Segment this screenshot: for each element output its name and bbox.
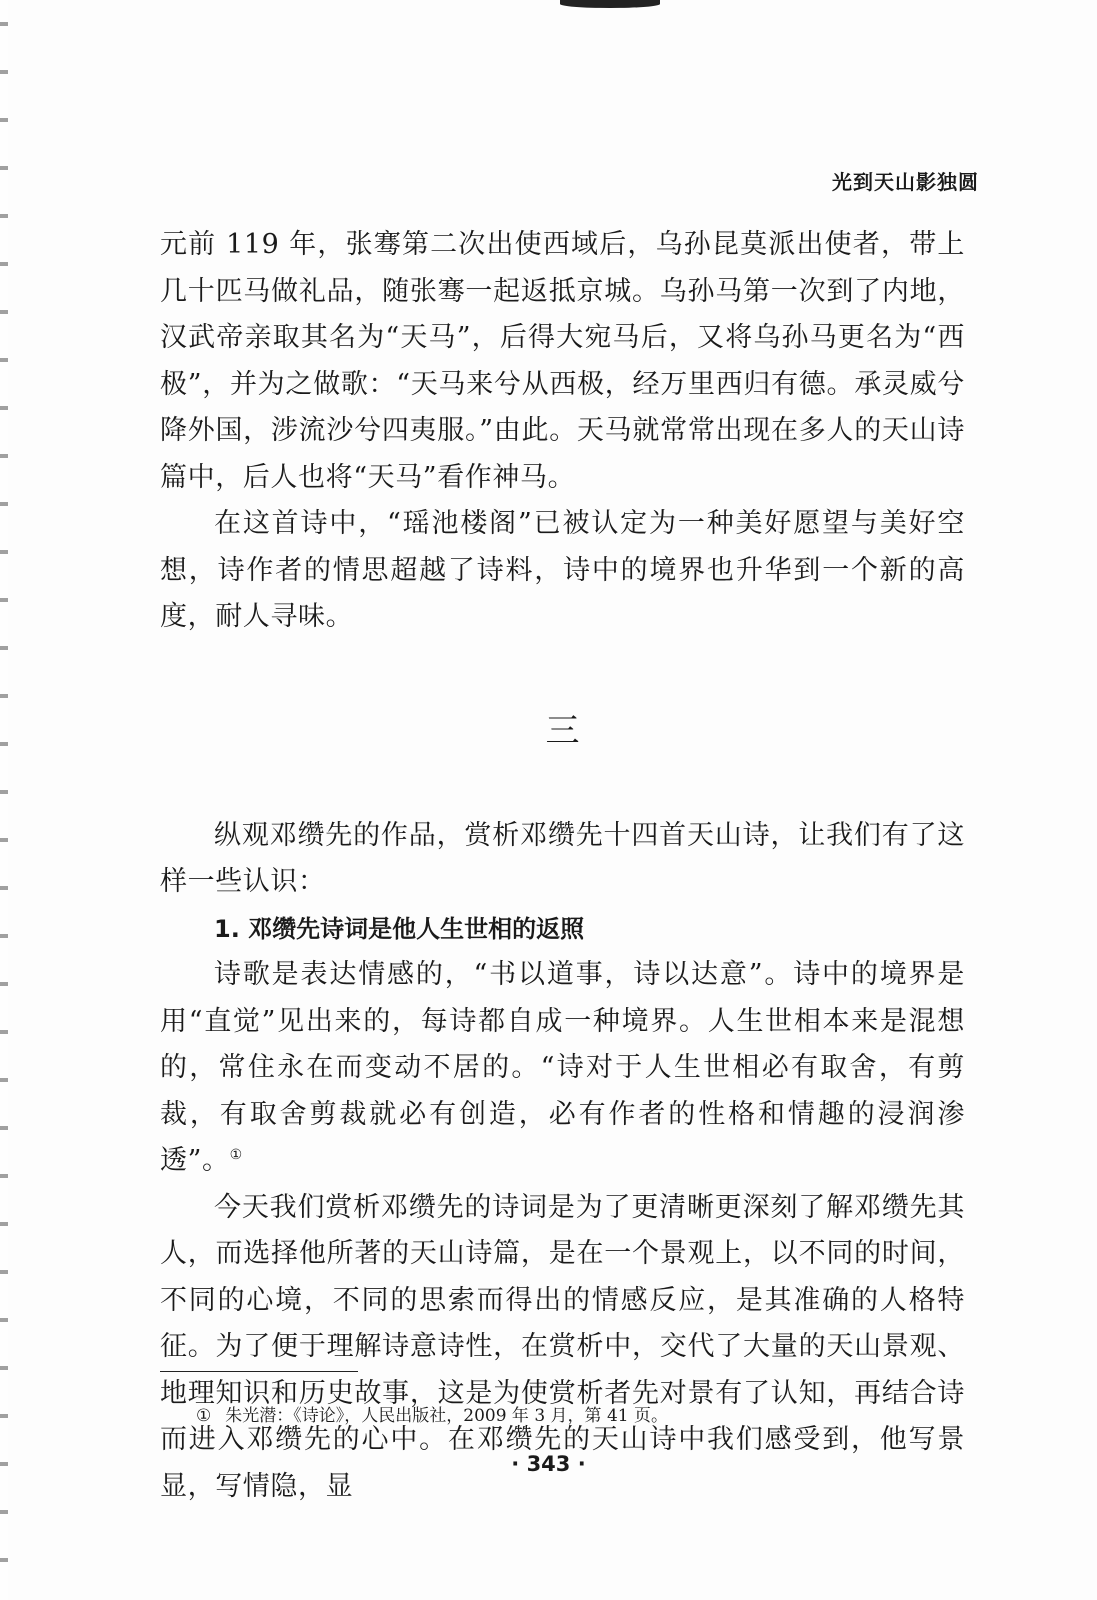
paragraph-poetry-emotion — [160, 952, 965, 1185]
footnote-divider — [160, 1371, 358, 1372]
paragraph-poetry-emotion-text: 诗歌是表达情感的，“书以道事，诗以达意”。诗中的境界是用“直觉”见出来的，每诗都自成一种境界。人生世相本来是混想的，常住永在而变动不居的。“诗对于人生世相必有取舍，有剪裁，有取舍剪裁就必有创造，必有作者的性格和情趣的浸润渗透”。 — [160, 959, 965, 1176]
footnote-mark: ① — [196, 1406, 212, 1426]
paragraph-appreciation: 今天我们赏析邓缵先的诗词是为了更清晰更深刻了解邓缵先其人，而选择他所著的天山诗篇，是在一个景观上，以不同的时间，不同的心境，不同的思索而得出的情感反应，是其准确的人格特征。为了便于理解诗意诗性，在赏析中，交代了大量的天山景观、地理知识和历史故事，这是为使赏析者先对景有了认知，再结合诗而进入邓缵先的心中。在邓缵先的天山诗中我们感受到，他写景显，写情隐，显 — [160, 1191, 965, 1502]
subheading: 1. 邓缵先诗词是他人生世相的返照 — [214, 914, 585, 943]
scan-edge-artifact — [0, 0, 8, 1600]
paragraph-continued: 元前 119 年，张骞第二次出使西域后，乌孙昆莫派出使者，带上几十匹马做礼品，随张骞一起返抵京城。乌孙马第一次到了内地，汉武帝亲取其名为“天马”，后得大宛马后，又将乌孙马更名为“西极”，并为之做歌：“天马来兮从西极，经万里西归有德。承灵威兮降外国，涉流沙兮四夷服。”由此。天马就常常出现在多人的天山诗篇中，后人也将“天马”看作神马。 — [160, 229, 965, 493]
paragraph-intro: 纵观邓缵先的作品，赏析邓缵先十四首天山诗，让我们有了这样一些认识： — [160, 819, 965, 897]
scan-top-mark — [560, 0, 660, 8]
paragraph-yaochi: 在这首诗中，“瑶池楼阁”已被认定为一种美好愿望与美好空想，诗作者的情思超越了诗料，诗中的境界也升华到一个新的高度，耐人寻味。 — [160, 508, 965, 632]
section-number: 三 — [545, 710, 580, 751]
footnote-reference[interactable]: ① — [229, 1147, 243, 1163]
footnote-text: 朱光潜：《诗论》，人民出版社，2009 年 3 月，第 41 页。 — [225, 1406, 668, 1426]
page-number: · 343 · — [511, 1452, 586, 1476]
running-head: 光到天山影独圆 — [832, 170, 979, 194]
body-text — [160, 222, 965, 1510]
footnote — [196, 1404, 668, 1428]
